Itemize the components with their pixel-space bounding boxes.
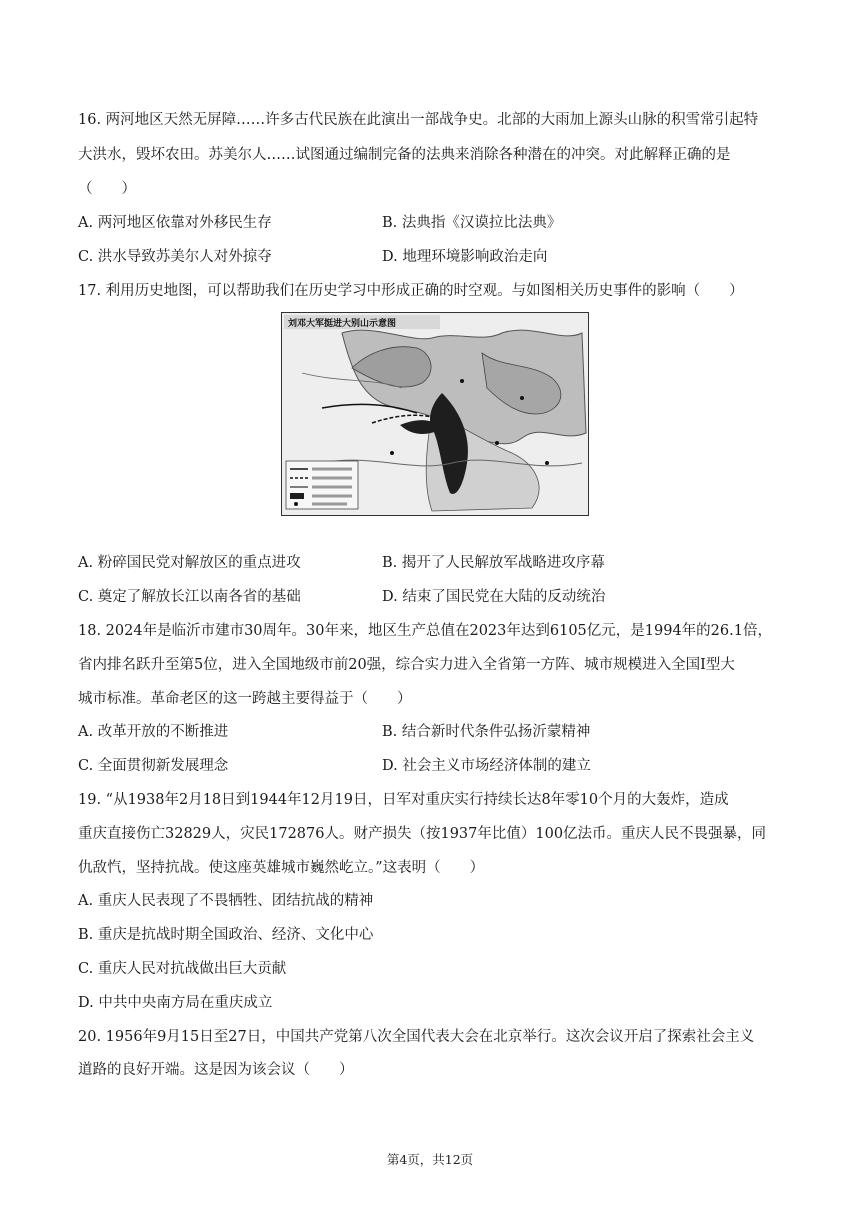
q19-option-a[interactable]: A. 重庆人民表现了不畏牺牲、团结抗战的精神 bbox=[78, 893, 374, 909]
q20-stem-line1: 20. 1956年9月15日至27日，中国共产党第八次全国代表大会在北京举行。这次会议开启了探索社会主义 bbox=[78, 1029, 755, 1045]
q20-stem-line2: 道路的良好开端。这是因为该会议（ ） bbox=[78, 1062, 354, 1078]
map-title: 刘邓大军挺进大别山示意图 bbox=[288, 319, 397, 329]
q16-option-b[interactable]: B. 法典指《汉谟拉比法典》 bbox=[382, 215, 562, 231]
q16-option-a[interactable]: A. 两河地区依靠对外移民生存 bbox=[78, 215, 272, 231]
q16-option-d[interactable]: D. 地理环境影响政治走向 bbox=[382, 249, 548, 265]
q18-option-b[interactable]: B. 结合新时代条件弘扬沂蒙精神 bbox=[382, 724, 591, 740]
q16-option-c[interactable]: C. 洪水导致苏美尔人对外掠夺 bbox=[78, 249, 272, 265]
historical-map-figure bbox=[281, 312, 589, 516]
map-illustration bbox=[282, 313, 588, 515]
q17-option-a[interactable]: A. 粉碎国民党对解放区的重点进攻 bbox=[78, 555, 301, 571]
page-number-footer: 第4页，共12页 bbox=[386, 1152, 474, 1167]
q16-answer-blank: （ ） bbox=[78, 181, 136, 197]
q19-stem-line2: 重庆直接伤亡32829人，灾民172876人。财产损失（按1937年比值）100亿法币。重庆人民不畏强暴，同 bbox=[78, 826, 767, 842]
q18-option-d[interactable]: D. 社会主义市场经济体制的建立 bbox=[382, 758, 591, 774]
q17-option-b[interactable]: B. 揭开了人民解放军战略进攻序幕 bbox=[382, 555, 605, 571]
q17-option-d[interactable]: D. 结束了国民党在大陆的反动统治 bbox=[382, 589, 606, 605]
q17-stem-line1: 17. 利用历史地图，可以帮助我们在历史学习中形成正确的时空观。与如图相关历史事件的影响（ ） bbox=[78, 283, 744, 299]
q18-option-a[interactable]: A. 改革开放的不断推进 bbox=[78, 724, 229, 740]
q19-stem-line1: 19. “从1938年2月18日到1944年12月19日，日军对重庆实行持续长达8年零10个月的大轰炸，造成 bbox=[78, 792, 729, 808]
q19-stem-line3: 仇敌忾，坚持抗战。使这座英雄城市巍然屹立。”这表明（ ） bbox=[78, 860, 485, 876]
q18-stem-line3: 城市标准。革命老区的这一跨越主要得益于（ ） bbox=[78, 691, 412, 707]
q19-option-d[interactable]: D. 中共中央南方局在重庆成立 bbox=[78, 995, 273, 1011]
q18-option-c[interactable]: C. 全面贯彻新发展理念 bbox=[78, 758, 229, 774]
q17-option-c[interactable]: C. 奠定了解放长江以南各省的基础 bbox=[78, 589, 301, 605]
q19-option-c[interactable]: C. 重庆人民对抗战做出巨大贡献 bbox=[78, 961, 287, 977]
q18-stem-line1: 18. 2024年是临沂市建市30周年。30年来，地区生产总值在2023年达到6105亿元，是1994年的26.1倍， bbox=[78, 623, 772, 639]
q16-stem-line1: 16. 两河地区天然无屏障……许多古代民族在此演出一部战争史。北部的大雨加上源头山脉的积雪常引起特 bbox=[78, 112, 759, 128]
q19-option-b[interactable]: B. 重庆是抗战时期全国政治、经济、文化中心 bbox=[78, 927, 374, 943]
q18-stem-line2: 省内排名跃升至第5位，进入全国地级市前20强，综合实力进入全省第一方阵、城市规模进入全国Ⅰ型大 bbox=[78, 657, 735, 673]
q16-stem-line2: 大洪水，毁坏农田。苏美尔人……试图通过编制完备的法典来消除各种潜在的冲突。对此解释正确的是 bbox=[78, 147, 731, 163]
